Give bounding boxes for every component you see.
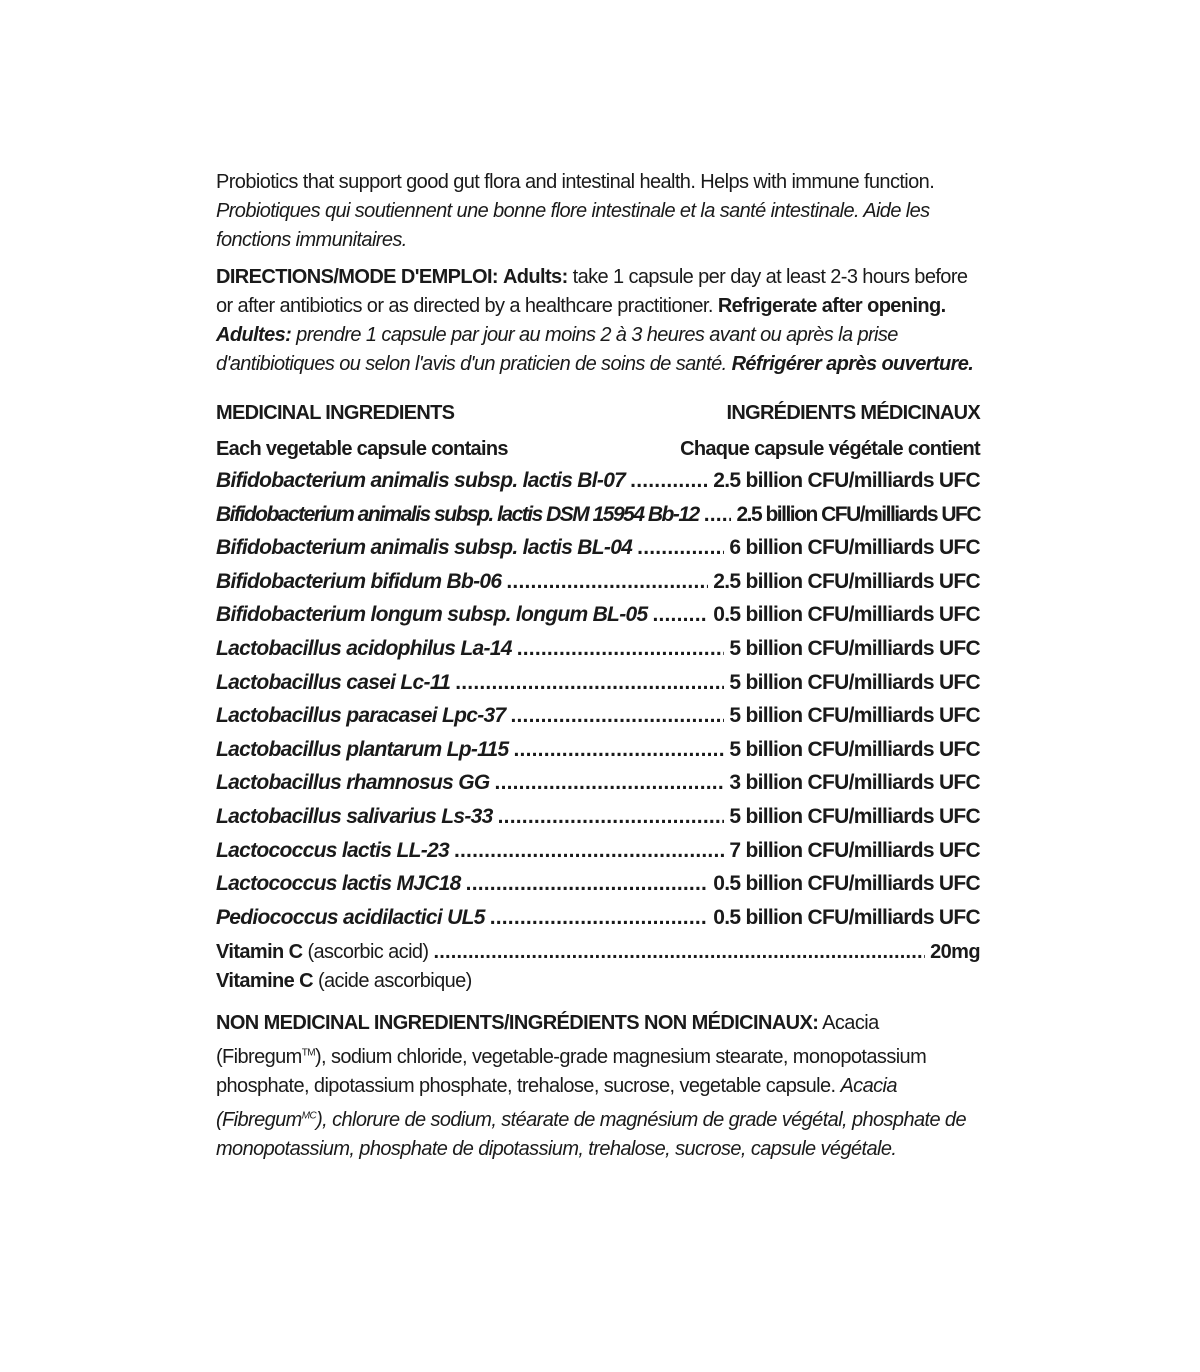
ingredient-amount: 5 billion CFU/milliards UFC [729, 737, 980, 761]
ingredient-row [216, 469, 980, 503]
ingredient-name: Bifidobacterium animalis subsp. lactis BL-04 [216, 536, 633, 560]
ingredient-amount: 0.5 billion CFU/milliards UFC [713, 905, 980, 929]
leader-dots [704, 503, 732, 527]
adults-text: take 1 capsule per day at least 2-3 hours before or after antibiotics or as directed by a healthcare practitioner. [216, 266, 968, 317]
medicinal-heading-en: MEDICINAL INGREDIENTS [216, 401, 455, 424]
leader-dots [510, 704, 724, 728]
leader-dots [434, 941, 926, 964]
vitamine-c-name: Vitamine C [216, 970, 313, 993]
leader-dots [455, 671, 724, 695]
intro-paragraph [216, 168, 980, 255]
vitamine-c-detail: (acide ascorbique) [317, 970, 472, 993]
ingredient-row [216, 536, 980, 570]
adultes-text: prendre 1 capsule par jour au moins 2 à 3 heures avant ou après la prise d'antibiotiques ou selon l'avis d'un praticien de soins de santé. [216, 324, 898, 375]
leader-dots [454, 839, 724, 863]
ingredient-amount: 5 billion CFU/milliards UFC [729, 804, 980, 828]
non-medicinal-paragraph [216, 1009, 980, 1163]
ingredient-row [216, 805, 980, 839]
ingredient-name: Lactococcus lactis LL-23 [216, 838, 449, 862]
directions-paragraph [216, 263, 980, 379]
ingredient-row [216, 603, 980, 637]
ingredient-name: Bifidobacterium longum subsp. longum BL-05 [216, 603, 648, 627]
vitamin-c-name: Vitamin C [216, 941, 303, 964]
ingredient-name: Pediococcus acidilactici UL5 [216, 905, 485, 929]
leader-dots [630, 469, 708, 493]
ingredient-row [216, 637, 980, 671]
ingredient-row [216, 771, 980, 805]
ingredient-name: Lactobacillus acidophilus La-14 [216, 636, 512, 660]
ingredient-row [216, 570, 980, 604]
intro-english: Probiotics that support good gut flora and intestinal health. Helps with immune function. [216, 171, 935, 193]
intro-french: Probiotiques qui soutiennent une bonne flore intestinale et la santé intestinale. Aide les fonctions immunitaires. [216, 200, 930, 251]
leader-dots [517, 637, 725, 661]
leader-dots [506, 570, 708, 594]
ingredient-amount: 6 billion CFU/milliards UFC [729, 536, 980, 560]
ingredient-list [216, 469, 980, 939]
ingredient-amount: 7 billion CFU/milliards UFC [729, 838, 980, 862]
capsule-contains-fr: Chaque capsule végétale contient [680, 437, 980, 460]
ingredient-name: Lactobacillus plantarum Lp-115 [216, 737, 509, 761]
vitamin-c-amount: 20mg [930, 941, 980, 964]
leader-dots [652, 603, 708, 627]
vitamine-c-row [216, 970, 980, 999]
refrigerer-text: Réfrigérer après ouverture. [731, 353, 974, 375]
product-label [216, 168, 980, 1164]
adultes-label: Adultes: [216, 324, 292, 346]
ingredient-amount: 5 billion CFU/milliards UFC [729, 636, 980, 660]
leader-dots [466, 872, 709, 896]
ingredient-row [216, 906, 980, 940]
leader-dots [495, 771, 725, 795]
ingredient-amount: 2.5 billion CFU/milliards UFC [736, 502, 980, 526]
directions-heading: DIRECTIONS/MODE D'EMPLOI: [216, 266, 498, 288]
ingredient-name: Bifidobacterium animalis subsp. lactis DSM 15954 Bb-12 [216, 502, 699, 526]
ingredient-row [216, 503, 980, 537]
ingredient-amount: 0.5 billion CFU/milliards UFC [713, 872, 980, 896]
ingredient-name: Bifidobacterium bifidum Bb-06 [216, 569, 502, 593]
ingredient-row [216, 738, 980, 772]
capsule-contains-en: Each vegetable capsule contains [216, 437, 508, 460]
ingredient-row [216, 704, 980, 738]
vitamin-c-row [216, 941, 980, 970]
leader-dots [637, 536, 724, 560]
ingredient-name: Lactobacillus paracasei Lpc-37 [216, 704, 506, 728]
ingredient-amount: 5 billion CFU/milliards UFC [729, 704, 980, 728]
ingredient-amount: 0.5 billion CFU/milliards UFC [713, 603, 980, 627]
medicinal-ingredients-header [216, 395, 980, 467]
ingredient-row [216, 671, 980, 705]
adults-label: Adults: [502, 266, 568, 288]
leader-dots [514, 738, 725, 762]
ingredient-name: Lactobacillus casei Lc-11 [216, 670, 451, 694]
ingredient-name: Lactobacillus rhamnosus GG [216, 771, 490, 795]
refrigerate-text: Refrigerate after opening. [717, 295, 946, 317]
non-medicinal-en: Acacia (Fibregum™), sodium chloride, vegetable-grade magnesium stearate, monopotassium phosphate, dipotassium phosphate, trehalose, sucrose, vegetable capsule. [216, 1012, 927, 1097]
ingredient-amount: 3 billion CFU/milliards UFC [729, 771, 980, 795]
non-medicinal-heading: NON MEDICINAL INGREDIENTS/INGRÉDIENTS NON MÉDICINAUX: [216, 1012, 819, 1035]
leader-dots [490, 906, 709, 930]
ingredient-amount: 2.5 billion CFU/milliards UFC [713, 569, 980, 593]
ingredient-name: Lactobacillus salivarius Ls-33 [216, 804, 493, 828]
non-medicinal-fr: Acacia (Fibregum$^{MC}$), chlorure de sodium, stéarate de magnésium de grade végétal, phosphate de monopotassium, phosphate de dipotassium, trehalose, sucrose, capsule végétale. [216, 1074, 966, 1160]
ingredient-row [216, 872, 980, 906]
leader-dots [498, 805, 725, 829]
ingredient-row [216, 839, 980, 873]
medicinal-heading-fr: INGRÉDIENTS MÉDICINAUX [726, 401, 980, 424]
ingredient-name: Bifidobacterium animalis subsp. lactis Bl-07 [216, 469, 626, 492]
ingredient-amount: 2.5 billion CFU/milliards UFC [713, 469, 980, 492]
ingredient-name: Lactococcus lactis MJC18 [216, 872, 461, 896]
vitamin-c-detail: (ascorbic acid) [307, 941, 429, 964]
ingredient-amount: 5 billion CFU/milliards UFC [729, 670, 980, 694]
